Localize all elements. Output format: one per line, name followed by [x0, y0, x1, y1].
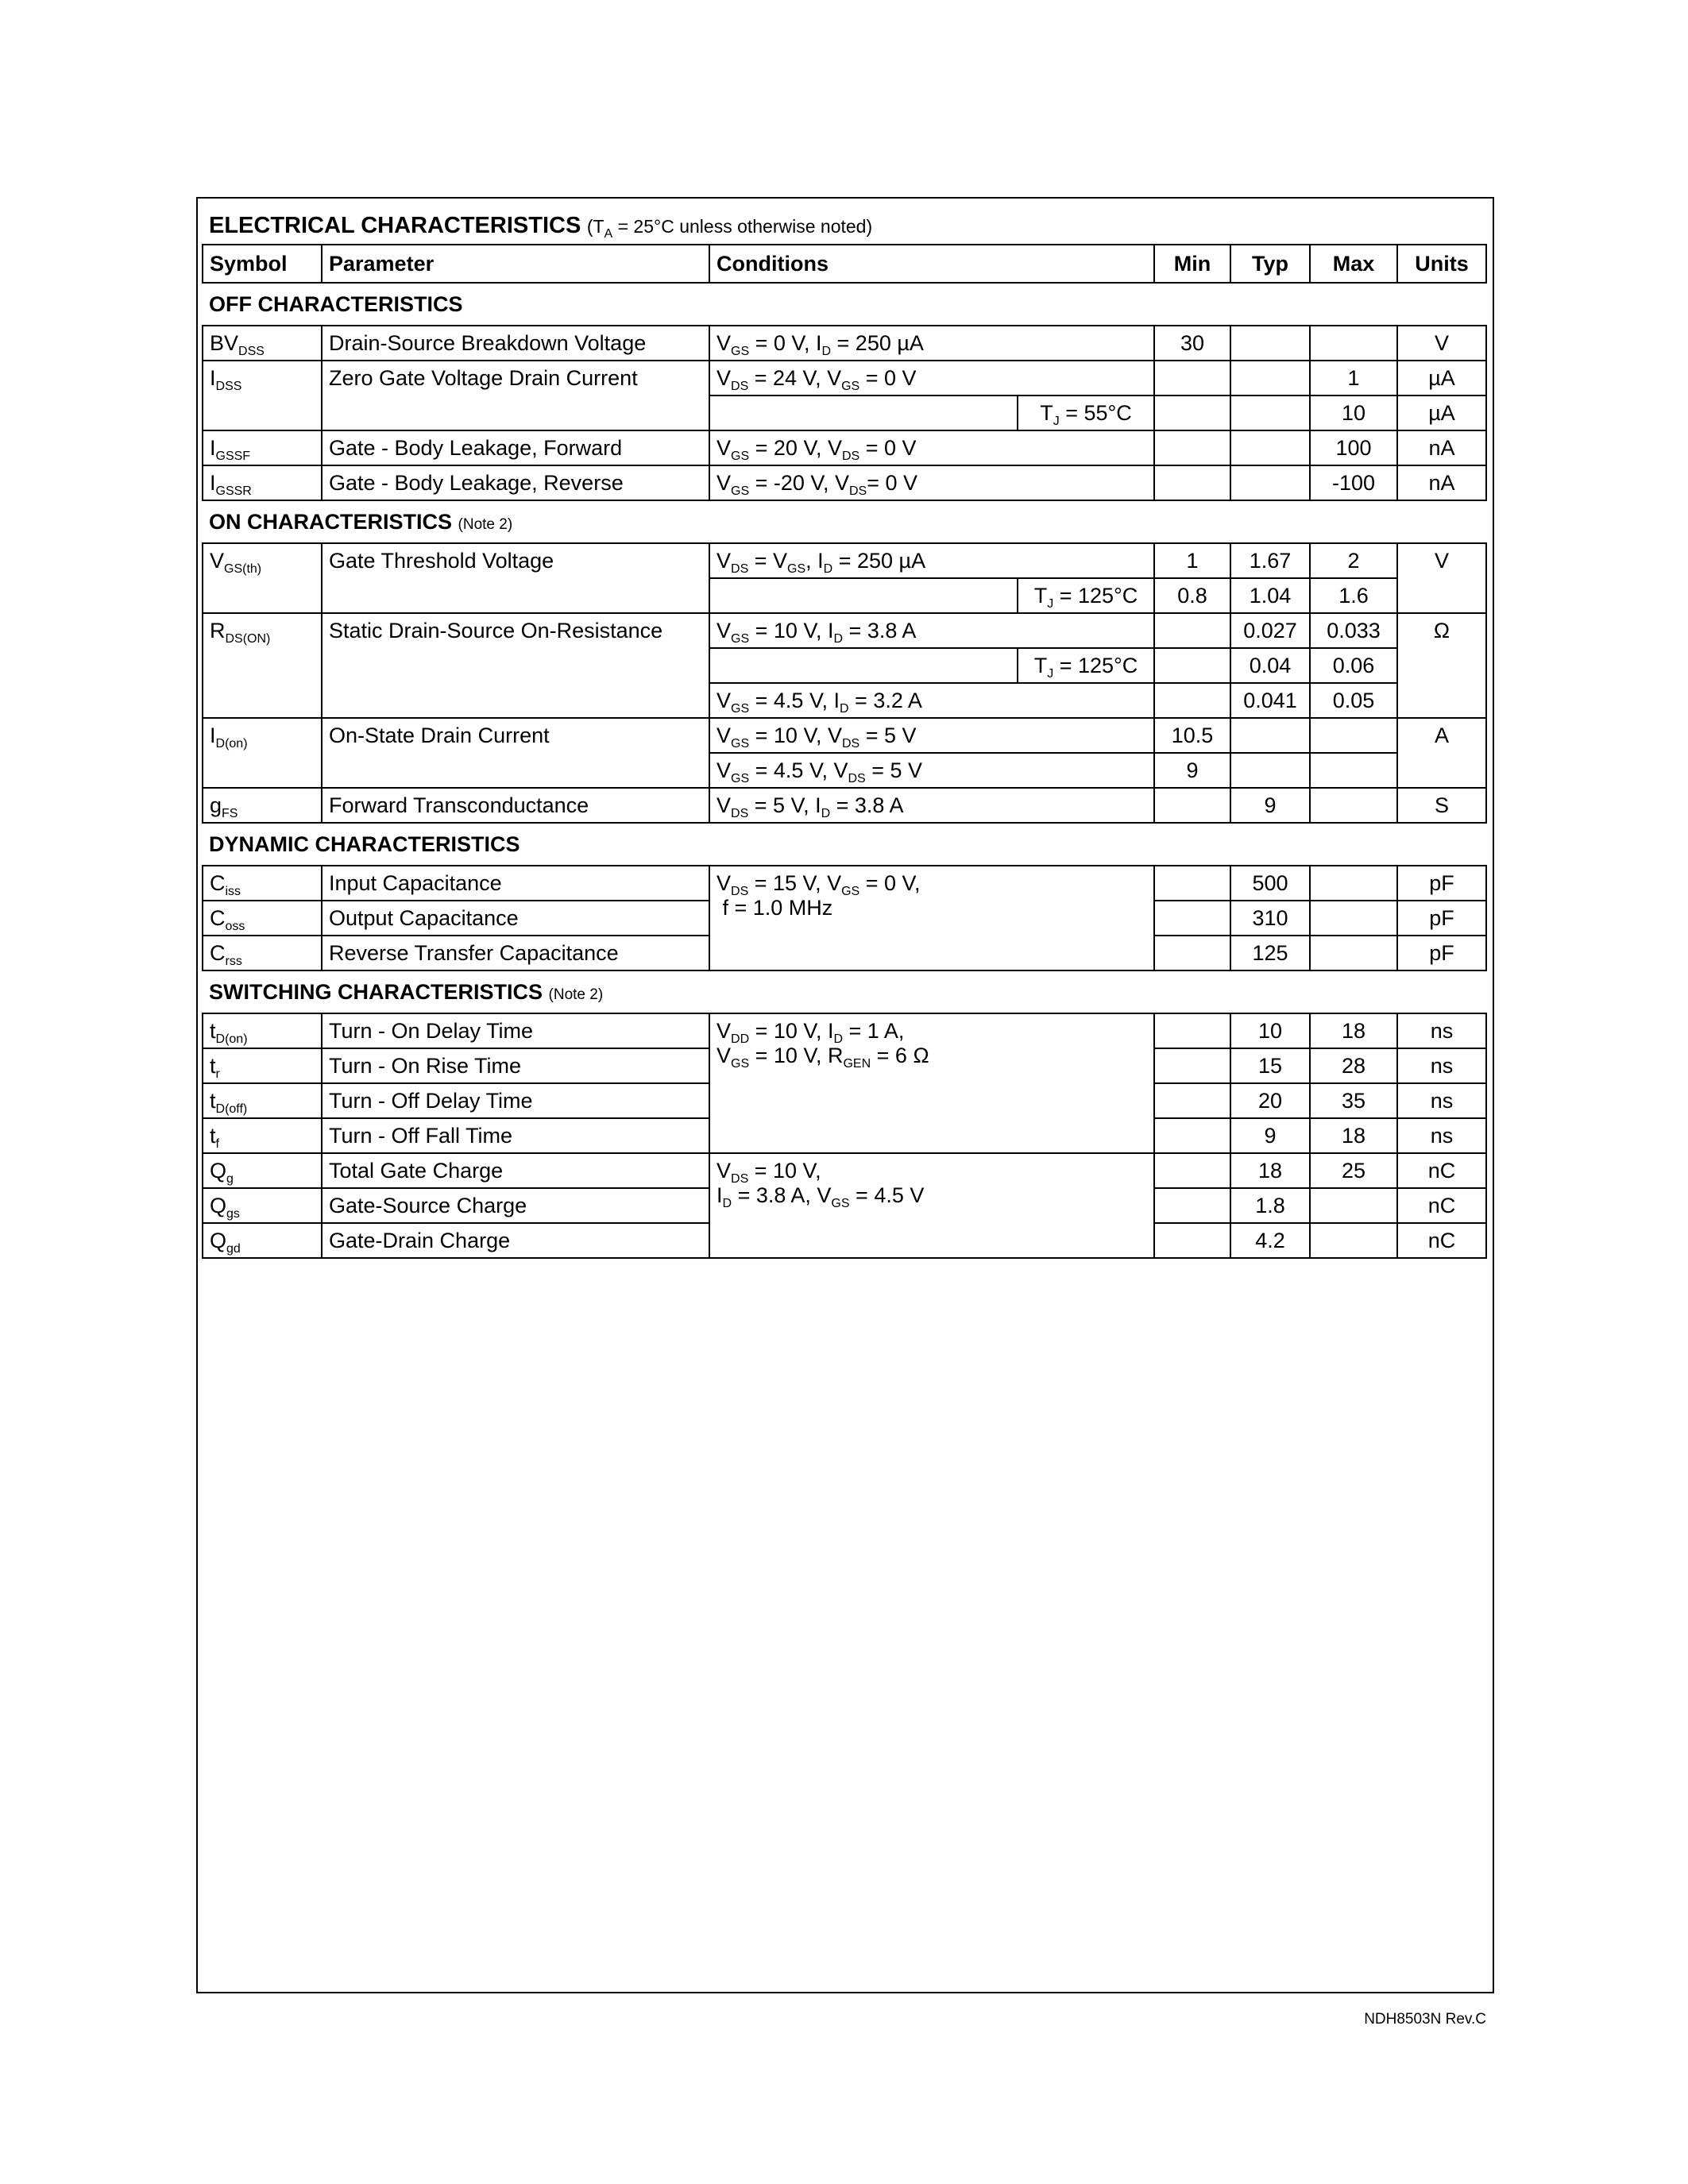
table-row — [203, 361, 1486, 396]
parameter-cell: Total Gate Charge — [322, 1153, 709, 1188]
units-cell: pF — [1397, 901, 1486, 936]
symbol-cell: $I_{GSSR}$ — [203, 465, 322, 500]
table-row — [203, 866, 1486, 901]
header-conditions: Conditions — [709, 245, 1154, 283]
symbol-cell: $g_{FS}$ — [203, 788, 322, 823]
typ-cell — [1230, 326, 1310, 361]
typ-cell: 4.2 — [1230, 1223, 1310, 1258]
min-cell: 0.8 — [1154, 578, 1230, 613]
symbol-cell: $C_{iss}$ — [203, 866, 322, 901]
symbol-cell: $t_f$ — [203, 1118, 322, 1153]
units-cell: V — [1397, 543, 1486, 613]
max-cell: 10 — [1310, 396, 1397, 430]
units-cell: ns — [1397, 1083, 1486, 1118]
header-min: Min — [1154, 245, 1230, 283]
typ-cell: 1.8 — [1230, 1188, 1310, 1223]
symbol-cell: $t_{D(off)}$ — [203, 1083, 322, 1118]
units-cell: nA — [1397, 465, 1486, 500]
units-cell: S — [1397, 788, 1486, 823]
parameter-cell: Reverse Transfer Capacitance — [322, 936, 709, 970]
units-cell: pF — [1397, 866, 1486, 901]
max-cell: 0.05 — [1310, 683, 1397, 718]
conditions-cell: $V_{DS} = 15$ V, $V_{GS} = 0$ V, f = 1.0 MHz — [709, 866, 1154, 970]
electrical-characteristics-table — [202, 200, 1485, 1259]
symbol-cell: $t_r$ — [203, 1048, 322, 1083]
conditions-cell: $V_{DS} = 5$ V, $I_D = 3.8$ A — [709, 788, 1154, 823]
max-cell: 28 — [1310, 1048, 1397, 1083]
conditions-cell: $V_{GS} = -20$ V, $V_{DS}= 0$ V — [709, 465, 1154, 500]
parameter-cell: Gate - Body Leakage, Forward — [322, 430, 709, 465]
symbol-cell: $Q_g$ — [203, 1153, 322, 1188]
table-row — [203, 465, 1486, 500]
section-dynamic: DYNAMIC CHARACTERISTICS — [203, 823, 1486, 866]
units-cell: ns — [1397, 1013, 1486, 1048]
units-cell: nA — [1397, 430, 1486, 465]
typ-cell: 0.041 — [1230, 683, 1310, 718]
max-cell: 0.06 — [1310, 648, 1397, 683]
datasheet-frame — [196, 197, 1494, 1993]
parameter-cell: Drain-Source Breakdown Voltage — [322, 326, 709, 361]
max-cell: 25 — [1310, 1153, 1397, 1188]
max-cell: 18 — [1310, 1013, 1397, 1048]
header-row — [203, 245, 1486, 283]
header-typ: Typ — [1230, 245, 1310, 283]
parameter-cell: Static Drain-Source On-Resistance — [322, 613, 709, 718]
max-cell: 2 — [1310, 543, 1397, 578]
typ-cell: 1.67 — [1230, 543, 1310, 578]
typ-cell: 310 — [1230, 901, 1310, 936]
units-cell: ns — [1397, 1048, 1486, 1083]
typ-cell: 18 — [1230, 1153, 1310, 1188]
table-row — [203, 788, 1486, 823]
section-switching: SWITCHING CHARACTERISTICS (Note 2) — [203, 970, 1486, 1013]
parameter-cell: Turn - Off Delay Time — [322, 1083, 709, 1118]
conditions-cell: $V_{GS} = 10$ V, $V_{DS} = 5$ V — [709, 718, 1154, 753]
table-row — [203, 430, 1486, 465]
header-symbol: Symbol — [203, 245, 322, 283]
document-footer: NDH8503N Rev.C — [1364, 2011, 1486, 2028]
symbol-cell: $I_{DSS}$ — [203, 361, 322, 430]
units-cell: µA — [1397, 396, 1486, 430]
symbol-cell: $Q_{gs}$ — [203, 1188, 322, 1223]
conditions-cell: $V_{GS} = 4.5$ V, $V_{DS} = 5$ V — [709, 753, 1154, 788]
table-row — [203, 326, 1486, 361]
units-cell: nC — [1397, 1153, 1486, 1188]
symbol-cell: $I_{GSSF}$ — [203, 430, 322, 465]
max-cell: 18 — [1310, 1118, 1397, 1153]
conditions-cell: $V_{GS} = 0$ V, $I_D = 250$ µA — [709, 326, 1154, 361]
units-cell: nC — [1397, 1223, 1486, 1258]
max-cell: 100 — [1310, 430, 1397, 465]
parameter-cell: Input Capacitance — [322, 866, 709, 901]
section-on: ON CHARACTERISTICS (Note 2) — [203, 500, 1486, 543]
units-cell: A — [1397, 718, 1486, 788]
typ-cell: 0.04 — [1230, 648, 1310, 683]
typ-cell: 9 — [1230, 788, 1310, 823]
header-units: Units — [1397, 245, 1486, 283]
symbol-cell: $C_{rss}$ — [203, 936, 322, 970]
table-row — [203, 613, 1486, 648]
conditions-sub-cell: $T_J = 125^\circ C$ — [1018, 648, 1154, 683]
max-cell: -100 — [1310, 465, 1397, 500]
table-row — [203, 1153, 1486, 1188]
min-cell: 10.5 — [1154, 718, 1230, 753]
conditions-cell: $V_{GS} = 10$ V, $I_D = 3.8$ A — [709, 613, 1154, 648]
min-cell: 30 — [1154, 326, 1230, 361]
conditions-sub-cell: $T_J = 55^\circ C$ — [1018, 396, 1154, 430]
symbol-cell: $V_{GS(th)}$ — [203, 543, 322, 613]
typ-cell: 1.04 — [1230, 578, 1310, 613]
units-cell: Ω — [1397, 613, 1486, 718]
typ-cell: 500 — [1230, 866, 1310, 901]
parameter-cell: Gate - Body Leakage, Reverse — [322, 465, 709, 500]
typ-cell: 9 — [1230, 1118, 1310, 1153]
max-cell: 0.033 — [1310, 613, 1397, 648]
header-max: Max — [1310, 245, 1397, 283]
max-cell: 35 — [1310, 1083, 1397, 1118]
typ-cell: 125 — [1230, 936, 1310, 970]
max-cell: 1 — [1310, 361, 1397, 396]
parameter-cell: Forward Transconductance — [322, 788, 709, 823]
table-row — [203, 543, 1486, 578]
units-cell: nC — [1397, 1188, 1486, 1223]
table-row — [203, 718, 1486, 753]
section-off: OFF CHARACTERISTICS — [203, 283, 1486, 326]
symbol-cell: $C_{oss}$ — [203, 901, 322, 936]
parameter-cell: Gate-Source Charge — [322, 1188, 709, 1223]
units-cell: pF — [1397, 936, 1486, 970]
conditions-cell: $V_{DS} = V_{GS}$, $I_D = 250$ µA — [709, 543, 1154, 578]
parameter-cell: Turn - On Rise Time — [322, 1048, 709, 1083]
symbol-cell: $I_{D(on)}$ — [203, 718, 322, 788]
conditions-cell: $V_{GS} = 4.5$ V, $I_D = 3.2$ A — [709, 683, 1154, 718]
max-cell — [1310, 326, 1397, 361]
conditions-cell: $V_{DS} = 10$ V, $I_D = 3.8$ A, $V_{GS} = 4.5$ V — [709, 1153, 1154, 1258]
header-parameter: Parameter — [322, 245, 709, 283]
typ-cell: 0.027 — [1230, 613, 1310, 648]
min-cell: 1 — [1154, 543, 1230, 578]
typ-cell: 10 — [1230, 1013, 1310, 1048]
units-cell: ns — [1397, 1118, 1486, 1153]
symbol-cell: $BV_{DSS}$ — [203, 326, 322, 361]
symbol-cell: $t_{D(on)}$ — [203, 1013, 322, 1048]
parameter-cell: Zero Gate Voltage Drain Current — [322, 361, 709, 430]
max-cell: 1.6 — [1310, 578, 1397, 613]
symbol-cell: $Q_{gd}$ — [203, 1223, 322, 1258]
min-cell: 9 — [1154, 753, 1230, 788]
table-title: ELECTRICAL CHARACTERISTICS ($T_A = 25^\circ C$ unless otherwise noted) — [203, 200, 1486, 245]
conditions-cell: $V_{GS} = 20$ V, $V_{DS} = 0$ V — [709, 430, 1154, 465]
parameter-cell: Gate Threshold Voltage — [322, 543, 709, 613]
parameter-cell: Output Capacitance — [322, 901, 709, 936]
units-cell: V — [1397, 326, 1486, 361]
title-condition: ($T_A = 25^\circ C$ unless otherwise noted) — [586, 216, 873, 241]
conditions-cell: $V_{DS} = 24$ V, $V_{GS} = 0$ V — [709, 361, 1154, 396]
conditions-cell: $V_{DD} = 10$ V, $I_D = 1$ A, $V_{GS} = 10$ V, $R_{GEN} = 6$ Ω — [709, 1013, 1154, 1153]
parameter-cell: Gate-Drain Charge — [322, 1223, 709, 1258]
conditions-sub-cell: $T_J = 125^\circ C$ — [1018, 578, 1154, 613]
typ-cell: 20 — [1230, 1083, 1310, 1118]
symbol-cell: $R_{DS(ON)}$ — [203, 613, 322, 718]
typ-cell: 15 — [1230, 1048, 1310, 1083]
parameter-cell: Turn - On Delay Time — [322, 1013, 709, 1048]
units-cell: µA — [1397, 361, 1486, 396]
parameter-cell: Turn - Off Fall Time — [322, 1118, 709, 1153]
table-row — [203, 1013, 1486, 1048]
parameter-cell: On-State Drain Current — [322, 718, 709, 788]
